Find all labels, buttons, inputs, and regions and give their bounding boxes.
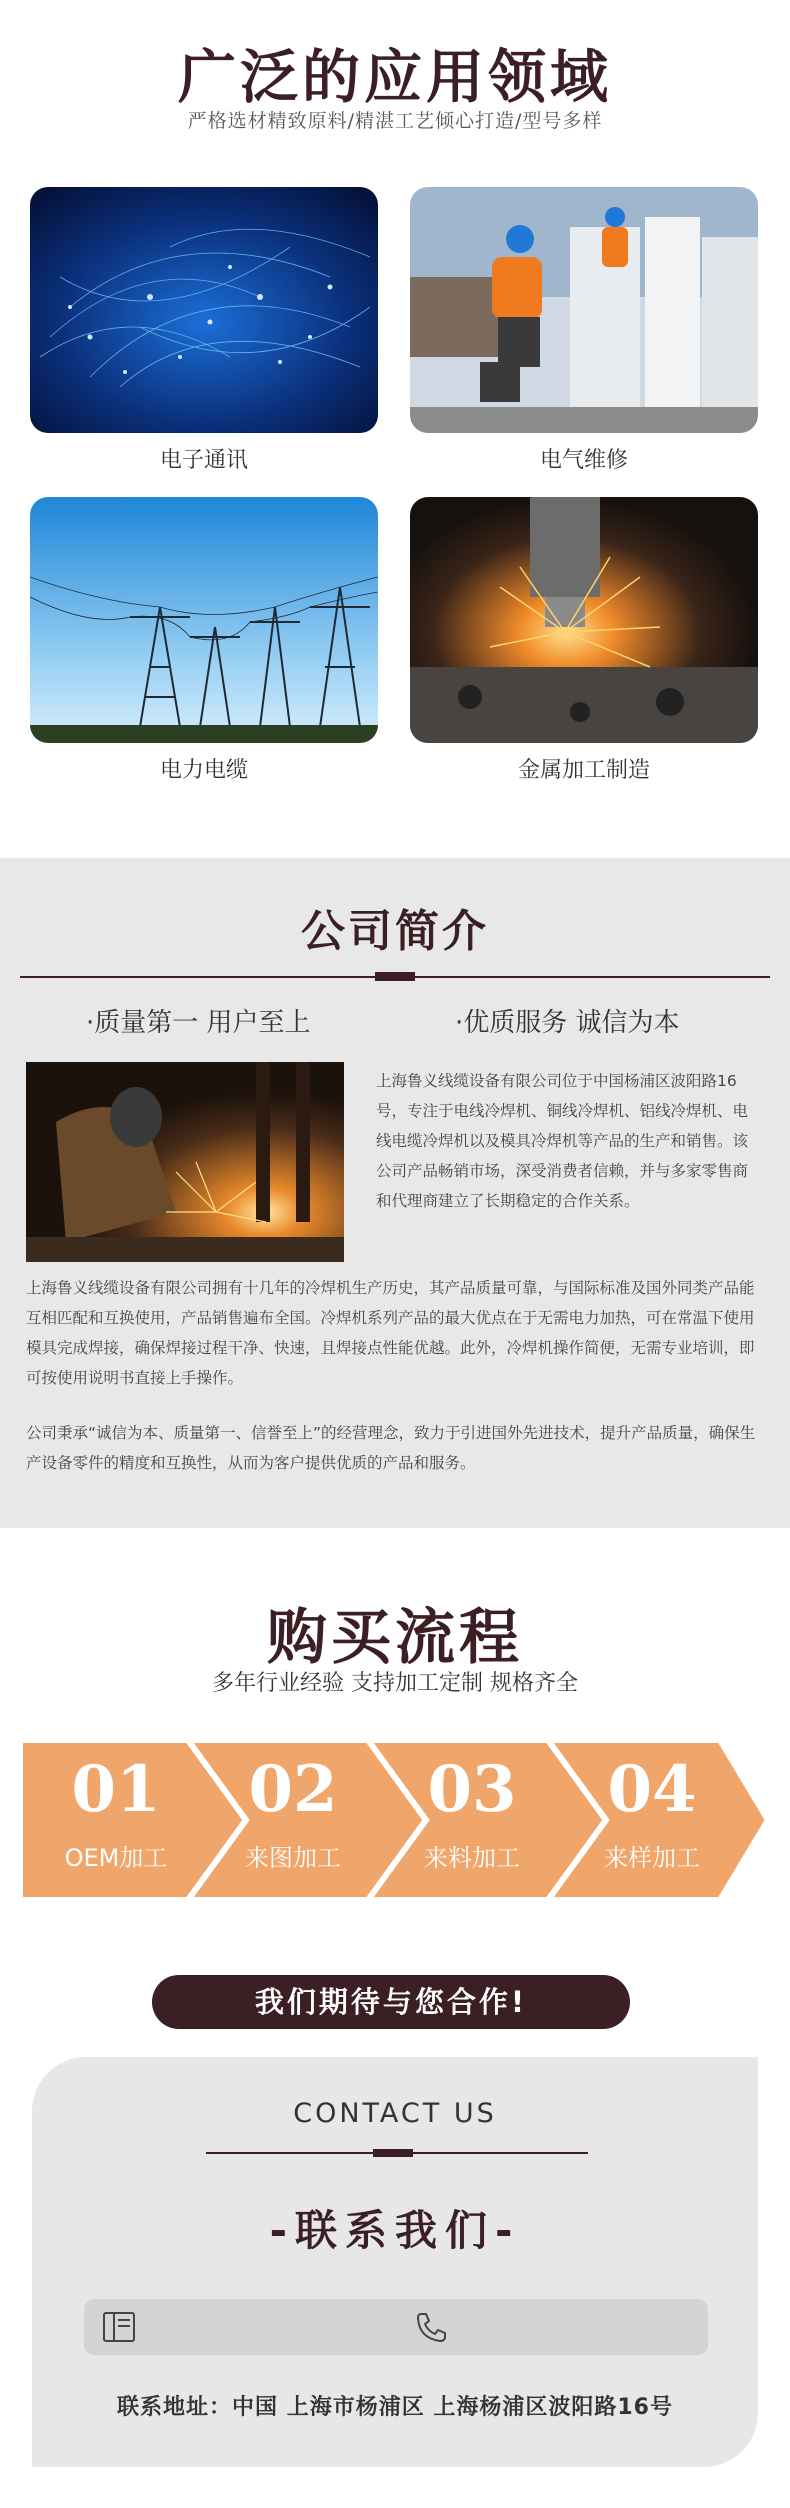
tile-label-metal-machining: 金属加工制造 bbox=[517, 758, 650, 783]
cooperation-banner: 我们期待与您合作! bbox=[152, 1975, 630, 2029]
step-label-2: 来图加工 bbox=[245, 1844, 341, 1872]
applications-subtitle: 严格选材精致原料/精湛工艺倾心打造/型号多样 bbox=[187, 110, 603, 132]
step-label-1: OEM加工 bbox=[64, 1844, 168, 1872]
power-tower-image bbox=[30, 497, 378, 743]
title-divider-accent bbox=[375, 972, 415, 981]
company-intro-paragraph-2: 上海鲁义线缆设备有限公司拥有十几年的冷焊机生产历史，其产品质量可靠，与国际标准及国外同类产品能互相匹配和互换使用，产品销售遍布全国。冷焊机系列产品的最大优点在于无需电力加热，可在常温下使用模具完成焊接，确保焊接过程干净、快速，且焊接点性能优越。此外，冷焊机操作简便，无需专业培训，即可按使用说明书直接上手操作。 bbox=[26, 1279, 755, 1387]
step-number-3: 03 bbox=[427, 1752, 517, 1827]
step-number-4: 04 bbox=[607, 1752, 697, 1827]
tile-label-electrical-repair: 电气维修 bbox=[539, 448, 628, 473]
contact-title-cn: -联系我们- bbox=[269, 2206, 521, 2255]
contact-icon-bar bbox=[84, 2299, 708, 2355]
process-title: 购买流程 bbox=[267, 1603, 523, 1673]
contact-title-en: CONTACT US bbox=[293, 2098, 497, 2129]
step-number-1: 01 bbox=[71, 1752, 161, 1827]
network-globe-image bbox=[30, 187, 378, 433]
motto-quality: ·质量第一 用户至上 bbox=[86, 1008, 311, 1038]
welder-image bbox=[26, 1062, 344, 1262]
step-label-3: 来料加工 bbox=[424, 1844, 520, 1872]
company-intro-paragraph-1: 上海鲁义线缆设备有限公司位于中国杨浦区波阳路16号，专注于电线冷焊机、铜线冷焊机、铝线冷焊机、电线电缆冷焊机以及模具冷焊机等产品的生产和销售。该公司产品畅销市场，深受消费者信赖，并与多家零售商和代理商建立了长期稳定的合作关系。 bbox=[376, 1072, 749, 1210]
contact-card-icon[interactable] bbox=[102, 2311, 136, 2347]
company-intro-paragraph-3: 公司秉承“诚信为本、质量第一、信誉至上”的经营理念，致力于引进国外先进技术，提升产品质量，确保生产设备零件的精度和互换性，从而为客户提供优质的产品和服务。 bbox=[26, 1424, 756, 1472]
metal-machining-image bbox=[410, 497, 758, 743]
tile-label-telecom: 电子通讯 bbox=[159, 448, 248, 473]
electrician-image bbox=[410, 187, 758, 433]
process-subtitle: 多年行业经验 支持加工定制 规格齐全 bbox=[212, 1671, 578, 1696]
company-title: 公司简介 bbox=[301, 906, 489, 957]
contact-divider-accent bbox=[373, 2149, 413, 2157]
applications-title: 广泛的应用领域 bbox=[177, 43, 612, 111]
step-label-4: 来样加工 bbox=[604, 1844, 700, 1872]
motto-service: ·优质服务 诚信为本 bbox=[455, 1008, 680, 1038]
step-number-2: 02 bbox=[248, 1752, 338, 1827]
contact-address: 联系地址：中国 上海市杨浦区 上海杨浦区波阳路16号 bbox=[117, 2395, 673, 2420]
phone-icon[interactable] bbox=[414, 2311, 448, 2347]
tile-label-power-cable: 电力电缆 bbox=[159, 758, 248, 783]
